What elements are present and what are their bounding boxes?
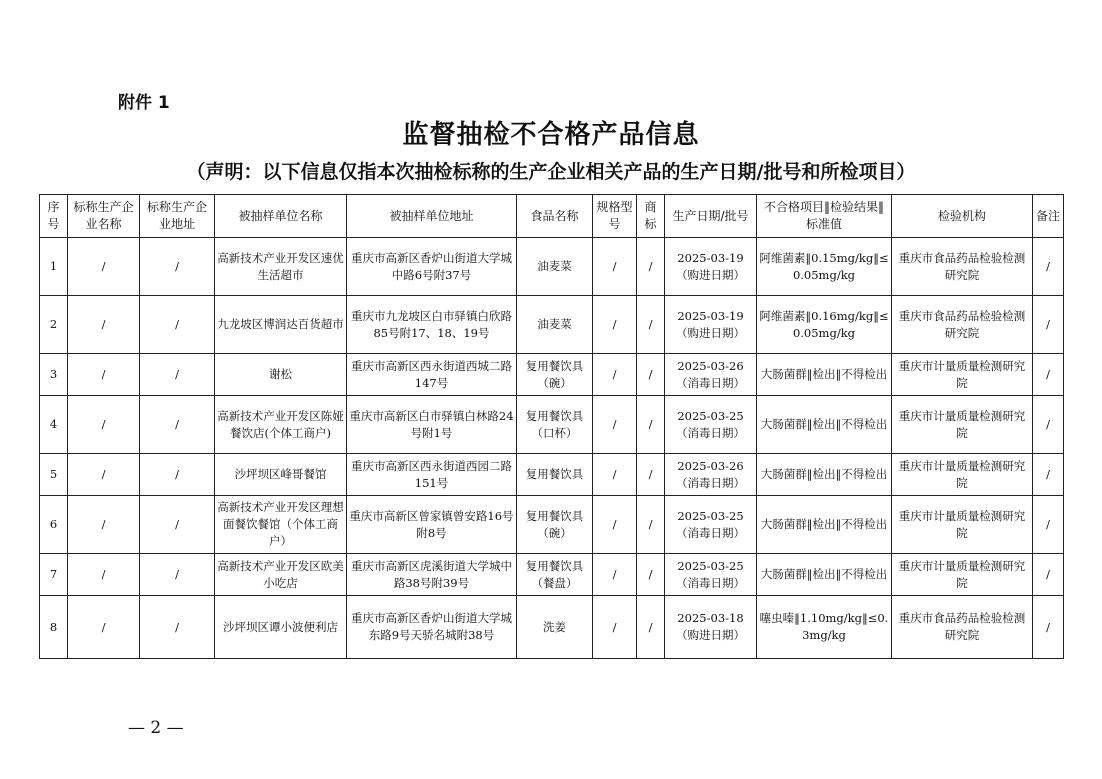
cell-item: 阿维菌素‖0.15mg/kg‖≤0.05mg/kg (757, 238, 892, 296)
cell-date: 2025-03-18（购进日期） (665, 596, 757, 659)
cell-date: 2025-03-25（消毒日期） (665, 496, 757, 554)
header-mfr-name: 标称生产企业名称 (68, 195, 140, 238)
cell-date: 2025-03-26（消毒日期） (665, 454, 757, 496)
cell-brand: / (637, 554, 665, 596)
table-row (40, 296, 1064, 354)
header-date: 生产日期/批号 (665, 195, 757, 238)
cell-item: 大肠菌群‖检出‖不得检出 (757, 554, 892, 596)
cell-mfr-addr: / (140, 354, 215, 396)
cell-brand: / (637, 396, 665, 454)
cell-unit-addr: 重庆市高新区香炉山街道大学城东路9号天骄名城附38号 (347, 596, 517, 659)
header-unit-addr: 被抽样单位地址 (347, 195, 517, 238)
cell-food: 洗姜 (517, 596, 593, 659)
table-row (40, 238, 1064, 296)
cell-date: 2025-03-25（消毒日期） (665, 396, 757, 454)
cell-no: 1 (40, 238, 68, 296)
cell-unit-addr: 重庆市高新区西永街道西园二路151号 (347, 454, 517, 496)
header-unit-name: 被抽样单位名称 (215, 195, 347, 238)
cell-item: 大肠菌群‖检出‖不得检出 (757, 454, 892, 496)
cell-spec: / (593, 596, 637, 659)
header-mfr-addr: 标称生产企业地址 (140, 195, 215, 238)
cell-brand: / (637, 296, 665, 354)
cell-remark: / (1033, 238, 1064, 296)
cell-no: 5 (40, 454, 68, 496)
cell-brand: / (637, 238, 665, 296)
cell-remark: / (1033, 596, 1064, 659)
cell-spec: / (593, 554, 637, 596)
cell-remark: / (1033, 354, 1064, 396)
cell-unit-addr: 重庆市高新区香炉山街道大学城中路6号附37号 (347, 238, 517, 296)
table-row (40, 596, 1064, 659)
cell-no: 8 (40, 596, 68, 659)
header-remark: 备注 (1033, 195, 1064, 238)
cell-agency: 重庆市计量质量检测研究院 (892, 396, 1033, 454)
cell-food: 复用餐饮具 (517, 454, 593, 496)
cell-unit-name: 高新技术产业开发区理想面餐饮餐馆（个体工商户） (215, 496, 347, 554)
cell-mfr-name: / (68, 238, 140, 296)
cell-food: 复用餐饮具（餐盘） (517, 554, 593, 596)
cell-mfr-name: / (68, 496, 140, 554)
table-header-row (40, 195, 1064, 238)
cell-food: 复用餐饮具（口杯） (517, 396, 593, 454)
table-row (40, 354, 1064, 396)
header-agency: 检验机构 (892, 195, 1033, 238)
document-subtitle: （声明：以下信息仅指本次抽检标称的生产企业相关产品的生产日期/批号和所检项目） (186, 161, 916, 183)
cell-mfr-addr: / (140, 496, 215, 554)
cell-unit-name: 沙坪坝区谭小波便利店 (215, 596, 347, 659)
cell-date: 2025-03-25（消毒日期） (665, 554, 757, 596)
cell-agency: 重庆市计量质量检测研究院 (892, 354, 1033, 396)
cell-item: 大肠菌群‖检出‖不得检出 (757, 396, 892, 454)
cell-unit-addr: 重庆市九龙坡区白市驿镇白欣路85号附17、18、19号 (347, 296, 517, 354)
cell-remark: / (1033, 496, 1064, 554)
cell-mfr-addr: / (140, 454, 215, 496)
document-title: 监督抽检不合格产品信息 (402, 120, 700, 150)
cell-no: 7 (40, 554, 68, 596)
cell-unit-addr: 重庆市高新区虎溪街道大学城中路38号附39号 (347, 554, 517, 596)
cell-mfr-addr: / (140, 596, 215, 659)
cell-spec: / (593, 238, 637, 296)
table-row (40, 554, 1064, 596)
cell-no: 4 (40, 396, 68, 454)
cell-unit-name: 高新技术产业开发区欧美小吃店 (215, 554, 347, 596)
cell-item: 噻虫嗪‖1.10mg/kg‖≤0.3mg/kg (757, 596, 892, 659)
cell-unit-name: 九龙坡区博润达百货超市 (215, 296, 347, 354)
cell-no: 6 (40, 496, 68, 554)
cell-mfr-addr: / (140, 238, 215, 296)
cell-mfr-name: / (68, 296, 140, 354)
cell-food: 油麦菜 (517, 296, 593, 354)
cell-date: 2025-03-19（购进日期） (665, 296, 757, 354)
cell-food: 油麦菜 (517, 238, 593, 296)
cell-no: 2 (40, 296, 68, 354)
cell-agency: 重庆市食品药品检验检测研究院 (892, 238, 1033, 296)
header-brand: 商标 (637, 195, 665, 238)
cell-unit-name: 谢松 (215, 354, 347, 396)
cell-remark: / (1033, 396, 1064, 454)
cell-agency: 重庆市计量质量检测研究院 (892, 554, 1033, 596)
cell-unit-name: 高新技术产业开发区陈娅餐饮店(个体工商户) (215, 396, 347, 454)
unqualified-products-table (39, 194, 1064, 659)
header-food: 食品名称 (517, 195, 593, 238)
cell-unit-addr: 重庆市高新区西永街道西城二路147号 (347, 354, 517, 396)
cell-agency: 重庆市计量质量检测研究院 (892, 496, 1033, 554)
cell-mfr-name: / (68, 354, 140, 396)
cell-remark: / (1033, 454, 1064, 496)
attachment-label: 附件 1 (118, 93, 170, 113)
table-row (40, 396, 1064, 454)
cell-food: 复用餐饮具（碗） (517, 354, 593, 396)
cell-item: 大肠菌群‖检出‖不得检出 (757, 496, 892, 554)
header-item: 不合格项目‖检验结果‖标准值 (757, 195, 892, 238)
cell-unit-addr: 重庆市高新区白市驿镇白林路24号附1号 (347, 396, 517, 454)
cell-mfr-name: / (68, 554, 140, 596)
cell-agency: 重庆市计量质量检测研究院 (892, 454, 1033, 496)
header-no: 序号 (40, 195, 68, 238)
cell-brand: / (637, 496, 665, 554)
cell-spec: / (593, 454, 637, 496)
cell-agency: 重庆市食品药品检验检测研究院 (892, 296, 1033, 354)
cell-brand: / (637, 596, 665, 659)
cell-mfr-name: / (68, 454, 140, 496)
cell-unit-name: 高新技术产业开发区速优生活超市 (215, 238, 347, 296)
header-spec: 规格型号 (593, 195, 637, 238)
cell-food: 复用餐饮具（碗） (517, 496, 593, 554)
table-row (40, 454, 1064, 496)
cell-remark: / (1033, 296, 1064, 354)
cell-unit-name: 沙坪坝区峰哥餐馆 (215, 454, 347, 496)
cell-date: 2025-03-26（消毒日期） (665, 354, 757, 396)
cell-mfr-addr: / (140, 296, 215, 354)
page-number: — 2 — (128, 718, 184, 738)
cell-spec: / (593, 354, 637, 396)
cell-agency: 重庆市食品药品检验检测研究院 (892, 596, 1033, 659)
cell-mfr-name: / (68, 396, 140, 454)
cell-spec: / (593, 396, 637, 454)
table-row (40, 496, 1064, 554)
cell-mfr-addr: / (140, 396, 215, 454)
cell-brand: / (637, 354, 665, 396)
cell-item: 大肠菌群‖检出‖不得检出 (757, 354, 892, 396)
cell-no: 3 (40, 354, 68, 396)
cell-unit-addr: 重庆市高新区曾家镇曾安路16号附8号 (347, 496, 517, 554)
cell-item: 阿维菌素‖0.16mg/kg‖≤0.05mg/kg (757, 296, 892, 354)
cell-brand: / (637, 454, 665, 496)
cell-mfr-name: / (68, 596, 140, 659)
cell-mfr-addr: / (140, 554, 215, 596)
cell-spec: / (593, 496, 637, 554)
cell-remark: / (1033, 554, 1064, 596)
cell-spec: / (593, 296, 637, 354)
cell-date: 2025-03-19（购进日期） (665, 238, 757, 296)
